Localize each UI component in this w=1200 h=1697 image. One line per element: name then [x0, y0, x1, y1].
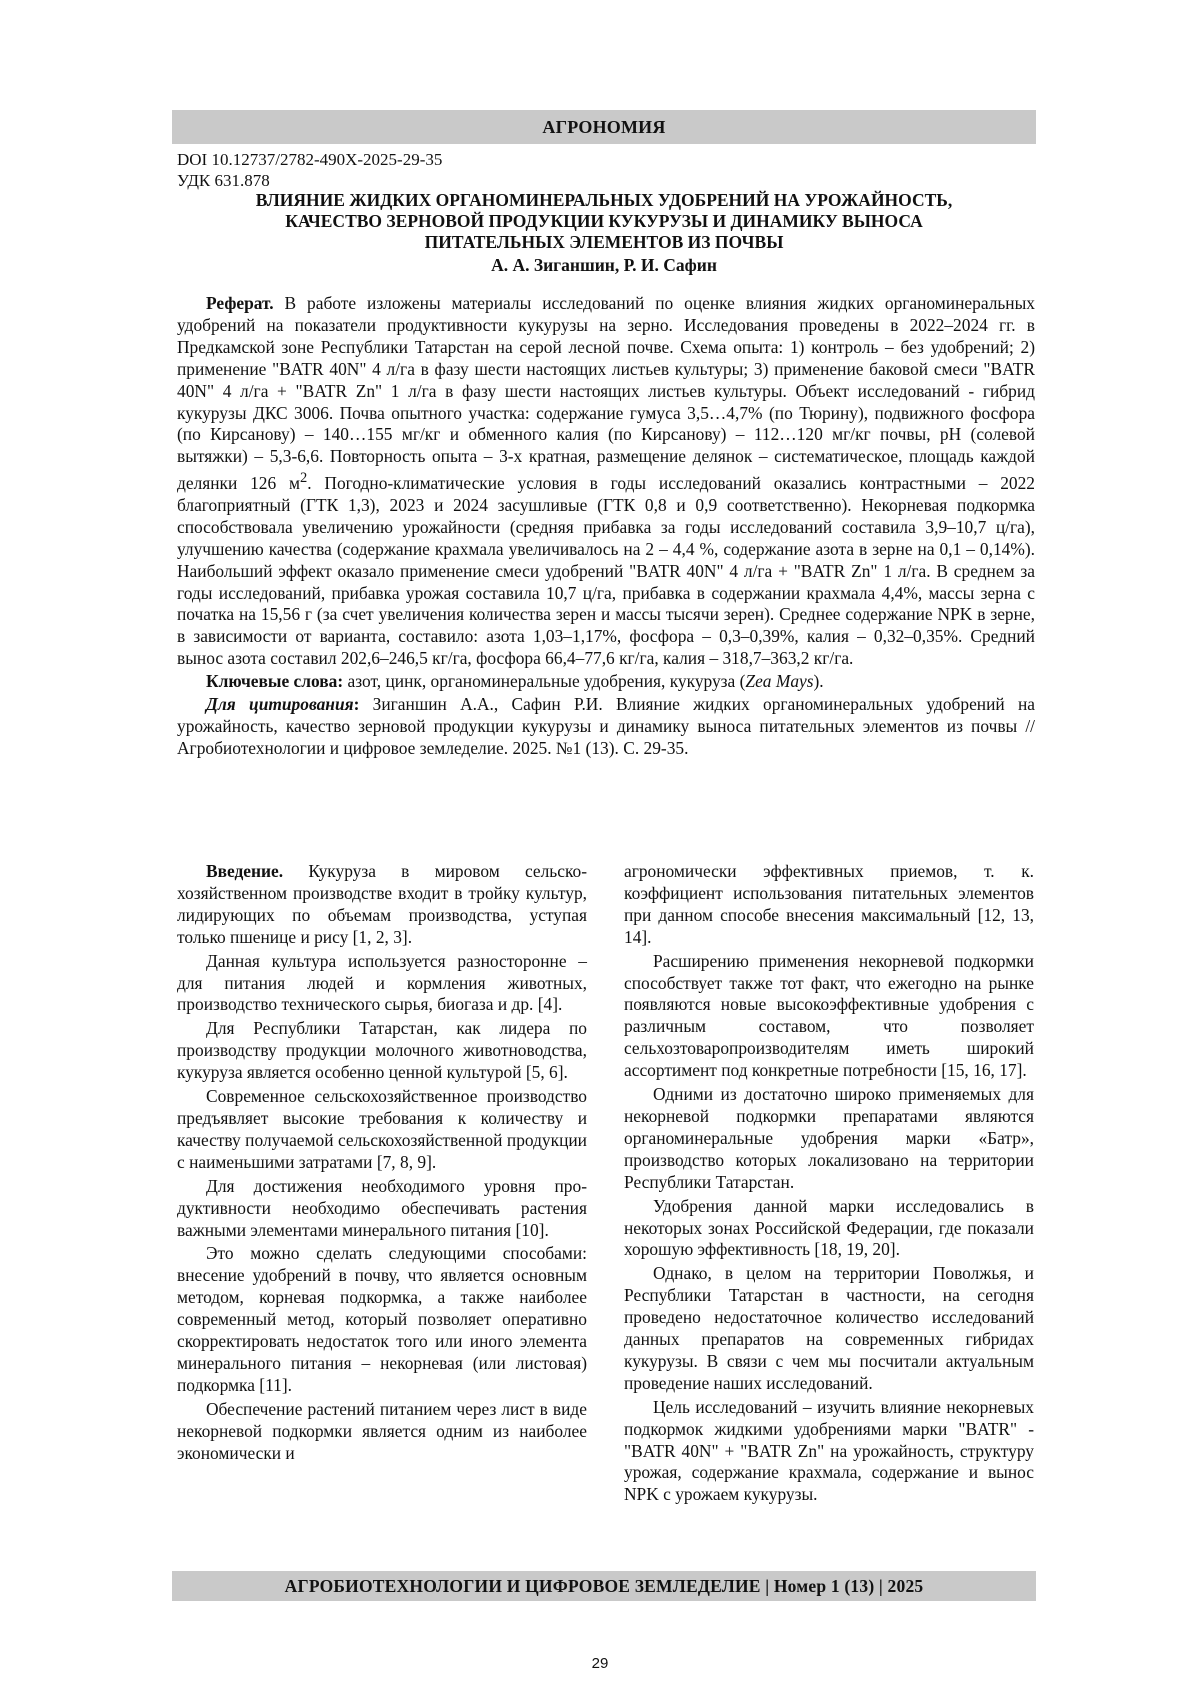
authors: А. А. Зиганшин, Р. И. Сафин: [491, 255, 717, 275]
body-paragraph: Расширению применения некорневой подкормки способствует также тот факт, что ежегодно на рынке появляются новые высокоэффективные удобрения с различным составом, что позволяет сельхозтоваропроизводителям иметь широкий ассортимент под конкретные потребности [15, 16, 17].: [624, 950, 1034, 1081]
body-paragraph: Данная культура используется разносторонне – для питания людей и кормления животных, производство технического сырья, биогаза и др. [4].: [177, 950, 587, 1015]
doi: DOI 10.12737/2782-490X-2025-29-35: [177, 150, 443, 169]
body-paragraph: Для Республики Татарстан, как лидера по производству продукции молочного животноводства, кукуруза является особенно ценной культурой [5, 6].: [177, 1018, 587, 1083]
intro-text: Кукуруза в мировом сельскохозяйственном производстве входит в тройку культур, лидирующих по объемам производства, уступая только пшенице и рису [1, 2, 3].: [177, 861, 587, 947]
abstract-text-1: В работе изложены материалы исследований по оценке влияния жидких органоминеральных удобрений на показатели продуктивности кукурузы на зерно. Исследования проведены в 2022–2024 гг. в Предкамской зоне Республики Татарстан на серой лесной почве. Схема опыта: 1) контроль – без удобрений; 2) применение "BATR 40N" 4 л/га в фазу шести настоящих листьев культуры; 3) применение баковой смеси "BATR 40N" 4 л/га + "BATR Zn" 1 л/га в фазу шести настоящих листьев культуры. Объект исследований - гибрид кукурузы ДКС 3006. Почва опытного участка: содержание гумуса 3,5…4,7% (по Тюрину), подвижного фосфора (по Кирсанову) – 140…155 мг/кг и обменного калия (по Кирсанову) – 112…120 мг/кг почвы, рН (солевой вытяжки) – 5,3-6,6. Повторность опыта – 3-х кратная, размещение делянок – систематическое, площадь каждой делянки 126 м: [177, 293, 1035, 494]
body-paragraph: агрономически эффективных приемов, т. к. коэффициент использования питательных элементов при данном способе внесения максимальный [12, 13, 14].: [624, 861, 1034, 947]
abstract: [177, 293, 1035, 670]
title-line: ПИТАТЕЛЬНЫХ ЭЛЕМЕНТОВ ИЗ ПОЧВЫ: [424, 232, 784, 252]
body-paragraph: Удобрения данной марки исследовались в некоторых зонах Российской Федерации, где показали хорошую эффективность [18, 19, 20].: [624, 1195, 1034, 1260]
page-number: 29: [591, 1655, 609, 1672]
intro-paragraph: [177, 861, 587, 949]
body-paragraph: Одними из достаточно широко применяемых для некорневой подкормки препаратами являются органоминеральные удобрения марки «Батр», производство которых локализовано на территории Республики Татарстан.: [624, 1084, 1034, 1192]
body-paragraph: Однако, в целом на территории Поволжья, и Республики Татарстан в частности, на сегодня проведено недостаточное количество исследований данных препаратов на современных гибридах кукурузы. В связи с чем мы посчитали актуальным проведение наших исследований.: [624, 1263, 1034, 1393]
journal-footer: АГРОБИОТЕХНОЛОГИИ И ЦИФРОВОЕ ЗЕМЛЕДЕЛИЕ | Номер 1 (13) | 2025: [284, 1576, 924, 1596]
keywords-text: азот, цинк, органоминеральные удобрения, кукуруза (: [343, 671, 746, 692]
citation-colon: :: [353, 694, 360, 715]
intro-label: Введение.: [206, 861, 284, 881]
section-header-band: [172, 110, 1036, 144]
body-paragraph: Обеспечение растений питанием через лист в виде некорневой подкормки является одним из наиболее экономически и: [177, 1398, 587, 1463]
abstract-block: [177, 293, 1035, 760]
abstract-text-2: . Погодно-климатические условия в годы исследований оказались контрастными – 2022 благоприятный (ГТК 1,3), 2023 и 2024 засушливые (ГТК 0,8 и 0,9 соответственно). Некорневая подкормка способствовала увеличению урожайности (средняя прибавка за годы исследований составила 3,9–10,7 ц/га), улучшению качества (содержание крахмала увеличивалось на 2 – 4,4 %, содержание азота в зерне на 0,1 – 0,14%). Наибольший эффект оказало применение смеси удобрений "BATR 40N" 4 л/га + "BATR Zn" 1 л/га. В среднем за годы исследований, прибавка урожая составила 10,7 ц/га, прибавка в содержании крахмала 4,4%, массы зерна с початка на 15,56 г (за счет увеличения количества зерен и массы тысячи зерен). Среднее содержание NPK в зерне, в зависимости от варианта, составило: азота 1,03–1,17%, фосфора – 0,3–0,39%, калия – 0,32–0,35%. Средний вынос азота составил 202,6–246,5 кг/га, фосфора 66,4–77,6 кг/га, калия – 318,7–363,2 кг/га.: [177, 473, 1036, 669]
keywords-label: Ключевые слова:: [206, 671, 344, 692]
keywords-italic: Zea Mays: [745, 671, 814, 692]
citation-text: Зиганшин А.А., Сафин Р.И. Влияние жидких органоминеральных удобрений на урожайность, качество зерновой продукции кукурузы и динамику выноса питательных элементов из почвы // Агробиотехнологии и цифровое земледелие. 2025. №1 (13). С. 29-35.: [177, 694, 1035, 758]
title-line: ВЛИЯНИЕ ЖИДКИХ ОРГАНОМИНЕРАЛЬНЫХ УДОБРЕНИЙ НА УРОЖАЙНОСТЬ,: [255, 190, 953, 210]
body-paragraph: Для достижения необходимого уровня продуктивности необходимо обеспечивать растения важными элементами минерального питания [10].: [177, 1175, 587, 1240]
body-paragraph: Это можно сделать следующими способами: внесение удобрений в почву, что является основным методом, корневая подкормка, а также наиболее современный метод, который позволяет оперативно скорректировать недостаток того или иного элемента минерального питания – некорневая (или листовая) подкормка [11].: [177, 1243, 587, 1395]
abstract-label: Реферат.: [206, 293, 274, 313]
title-line: КАЧЕСТВО ЗЕРНОВОЙ ПРОДУКЦИИ КУКУРУЗЫ И ДИНАМИКУ ВЫНОСА: [285, 211, 923, 231]
left-column: [177, 861, 587, 1466]
udk: УДК 631.878: [177, 171, 270, 190]
article-meta: [177, 149, 442, 191]
citation-label: Для цитирования: [206, 694, 354, 715]
footer-band: [172, 1571, 1036, 1601]
keywords-end: ).: [813, 671, 824, 692]
keywords: [177, 671, 1035, 693]
abstract-sup: 2: [300, 470, 308, 487]
body-paragraph: Современное сельскохозяйственное производство предъявляет высокие требования к количеству и качеству получаемой сельскохозяйственной продукции с наименьшими затратами [7, 8, 9].: [177, 1086, 587, 1172]
section-label: АГРОНОМИЯ: [542, 117, 666, 137]
article-title: [172, 190, 1036, 253]
citation: [177, 694, 1035, 760]
body-paragraph: Цель исследований – изучить влияние некорневых подкормок жидкими удобрениями марки "BATR" - "BATR 40N" + "BATR Zn" на урожайность, структуру урожая, содержание крахмала, содержание и вынос NPK с урожаем кукурузы.: [624, 1396, 1034, 1505]
right-column: [624, 861, 1034, 1508]
